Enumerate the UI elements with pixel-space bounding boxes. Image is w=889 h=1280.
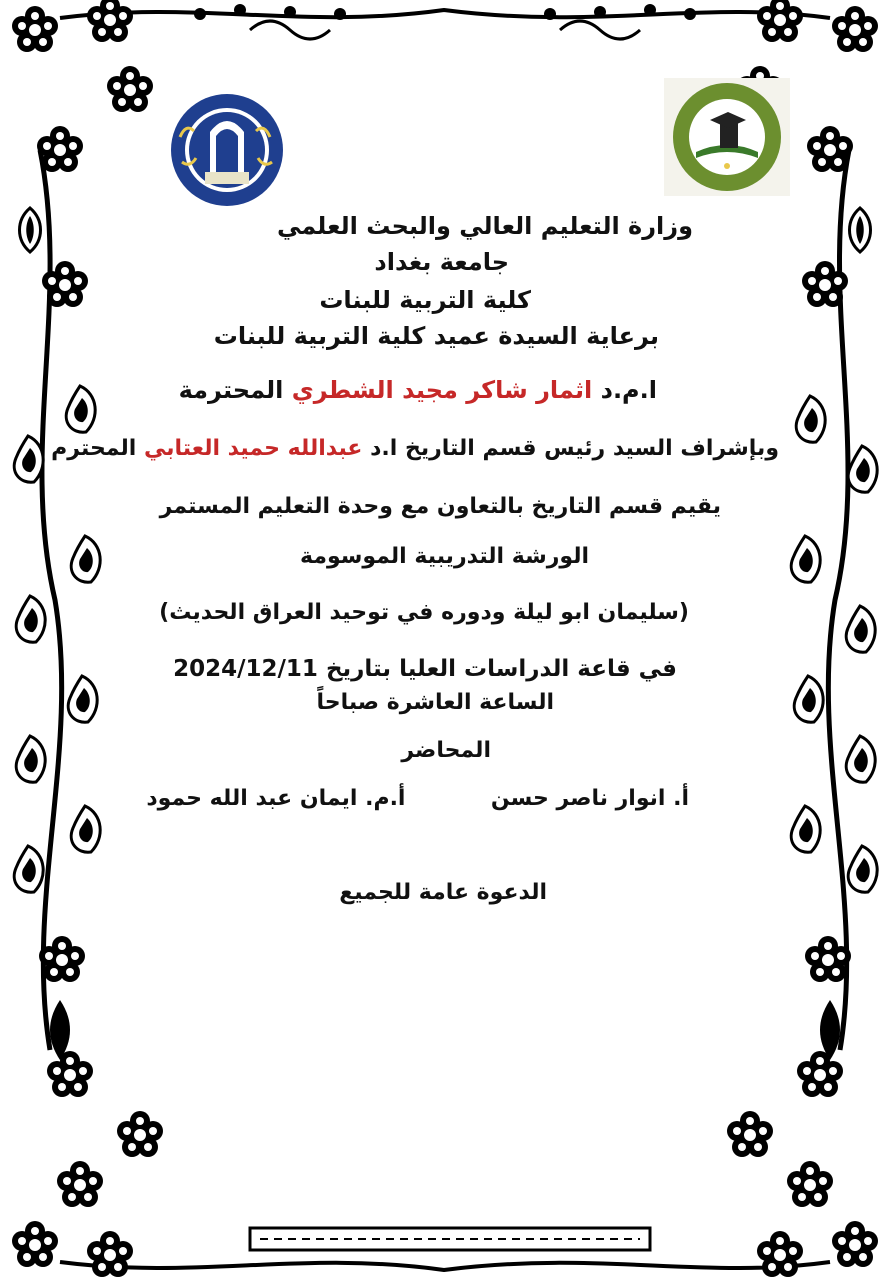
baghdad-university-emblem-icon: [160, 92, 294, 208]
lecturer-1: أ. انوار ناصر حسن: [490, 786, 689, 811]
university-heading: جامعة بغداد: [374, 248, 509, 276]
patronage-line: برعاية السيدة عميد كلية التربية للبنات: [213, 322, 659, 350]
supervision-prefix: وبإشراف السيد رئيس قسم التاريخ ا.د: [370, 436, 779, 461]
dean-title: ا.م.د: [600, 376, 657, 404]
invitation-line: الدعوة عامة للجميع: [339, 880, 547, 905]
ministry-heading: وزارة التعليم العالي والبحث العلمي: [276, 212, 693, 240]
lecturer-2: أ.م. ايمان عبد الله حمود: [146, 786, 406, 811]
college-heading: كلية التربية للبنات: [319, 286, 531, 314]
dean-line: [179, 376, 657, 404]
college-of-education-for-women-emblem-icon: [664, 78, 790, 196]
supervisor-name: عبدالله حميد العتابي: [144, 436, 363, 461]
organizer-line: يقيم قسم التاريخ بالتعاون مع وحدة التعليم المستمر: [159, 494, 721, 519]
supervisor-honorific: المحترم: [51, 436, 137, 461]
time-line: الساعة العاشرة صباحاً: [316, 690, 554, 715]
venue-date-line: في قاعة الدراسات العليا بتاريخ 2024/12/11: [173, 656, 677, 682]
lecturers-line: [146, 786, 689, 811]
supervision-line: [51, 436, 779, 461]
dean-honorific: المحترمة: [178, 376, 284, 404]
event-type-line: الورشة التدريبية الموسومة: [299, 544, 589, 569]
workshop-title: (سليمان ابو ليلة ودوره في توحيد العراق الحديث): [159, 600, 689, 625]
dean-name: اثمار شاكر مجيد الشطري: [291, 376, 593, 404]
lecturers-label: المحاضر: [401, 738, 491, 763]
